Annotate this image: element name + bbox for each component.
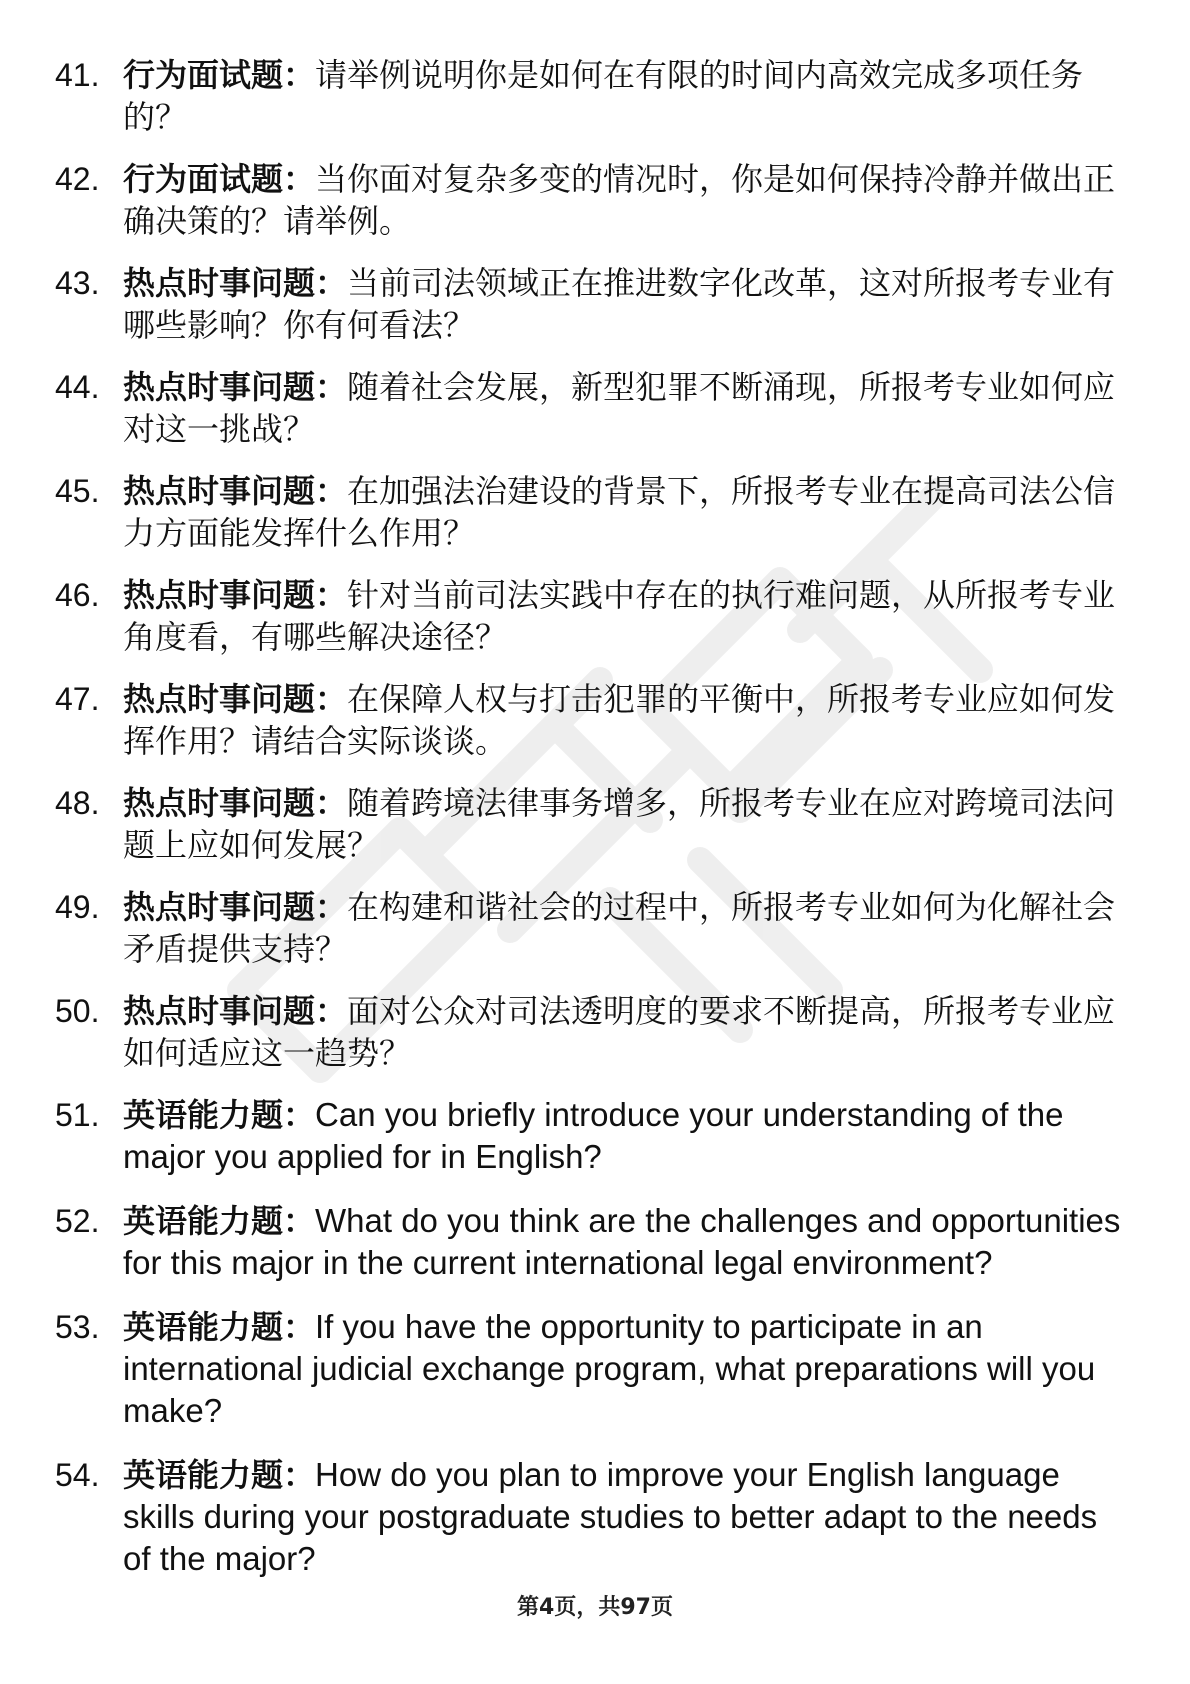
question-category: 英语能力题： (123, 1308, 316, 1346)
question-number: 43. (55, 265, 100, 301)
question-category: 热点时事问题： (123, 264, 348, 302)
question-number: 53. (55, 1309, 100, 1345)
question-body (123, 678, 1133, 762)
question-text: If you have the opportunity to participate in an international judicial exchange program, what preparations will you make? (123, 1308, 1096, 1429)
question-number: 44. (55, 369, 100, 405)
question-item (55, 1200, 1135, 1284)
question-body (123, 158, 1133, 242)
question-text: 请举例说明你是如何在有限的时间内高效完成多项任务的？ (123, 56, 1084, 136)
question-text: 随着跨境法律事务增多，所报考专业在应对跨境司法问题上应如何发展？ (123, 784, 1116, 864)
question-number: 54. (55, 1457, 100, 1493)
page-number: 第4页，共97页 (517, 1595, 673, 1620)
question-item (55, 574, 1135, 658)
question-number: 41. (55, 57, 100, 93)
question-text: What do you think are the challenges and opportunities for this major in the current international legal environment? (123, 1202, 1121, 1281)
question-category: 英语能力题： (123, 1456, 316, 1494)
question-item (55, 158, 1135, 242)
question-body (123, 1094, 1133, 1178)
question-text: 面对公众对司法透明度的要求不断提高，所报考专业应如何适应这一趋势？ (123, 992, 1116, 1072)
question-category: 英语能力题： (123, 1096, 316, 1134)
question-item (55, 782, 1135, 866)
question-text: 在加强法治建设的背景下，所报考专业在提高司法公信力方面能发挥什么作用？ (123, 472, 1116, 552)
question-body (123, 1200, 1133, 1284)
question-item (55, 262, 1135, 346)
question-item (55, 366, 1135, 450)
question-category: 热点时事问题： (123, 784, 348, 822)
question-body (123, 262, 1133, 346)
question-category: 英语能力题： (123, 1202, 316, 1240)
question-text: Can you briefly introduce your understanding of the major you applied for in English? (123, 1096, 1064, 1175)
question-item (55, 886, 1135, 970)
question-item (55, 54, 1135, 138)
question-text: 在构建和谐社会的过程中，所报考专业如何为化解社会矛盾提供支持？ (123, 888, 1116, 968)
question-number: 49. (55, 889, 100, 925)
question-text: 随着社会发展，新型犯罪不断涌现，所报考专业如何应对这一挑战？ (123, 368, 1116, 448)
question-body (123, 366, 1133, 450)
question-category: 行为面试题： (123, 160, 316, 198)
question-number: 52. (55, 1203, 100, 1239)
question-item (55, 1094, 1135, 1178)
question-item (55, 470, 1135, 554)
question-item (55, 1306, 1135, 1432)
question-item (55, 1454, 1135, 1580)
question-text: 针对当前司法实践中存在的执行难问题，从所报考专业角度看，有哪些解决途径？ (123, 576, 1116, 656)
question-category: 热点时事问题： (123, 368, 348, 406)
question-number: 50. (55, 993, 100, 1029)
question-number: 42. (55, 161, 100, 197)
question-body (123, 990, 1133, 1074)
question-category: 热点时事问题： (123, 992, 348, 1030)
question-text: 在保障人权与打击犯罪的平衡中，所报考专业应如何发挥作用？请结合实际谈谈。 (123, 680, 1116, 760)
question-category: 行为面试题： (123, 56, 316, 94)
question-number: 47. (55, 681, 100, 717)
question-text: How do you plan to improve your English language skills during your postgraduate studies to better adapt to the needs of the major? (123, 1456, 1098, 1577)
question-item (55, 678, 1135, 762)
question-category: 热点时事问题： (123, 680, 348, 718)
question-body (123, 1454, 1133, 1580)
question-list (55, 54, 1135, 1602)
question-body (123, 1306, 1133, 1432)
question-number: 51. (55, 1097, 100, 1133)
question-number: 48. (55, 785, 100, 821)
question-body (123, 782, 1133, 866)
question-body (123, 470, 1133, 554)
question-category: 热点时事问题： (123, 472, 348, 510)
question-category: 热点时事问题： (123, 576, 348, 614)
question-number: 45. (55, 473, 100, 509)
question-body (123, 54, 1133, 138)
question-body (123, 886, 1133, 970)
question-item (55, 990, 1135, 1074)
question-text: 当前司法领域正在推进数字化改革，这对所报考专业有哪些影响？你有何看法？ (123, 264, 1116, 344)
question-body (123, 574, 1133, 658)
question-text: 当你面对复杂多变的情况时，你是如何保持冷静并做出正确决策的？请举例。 (123, 160, 1116, 240)
question-category: 热点时事问题： (123, 888, 348, 926)
question-number: 46. (55, 577, 100, 613)
